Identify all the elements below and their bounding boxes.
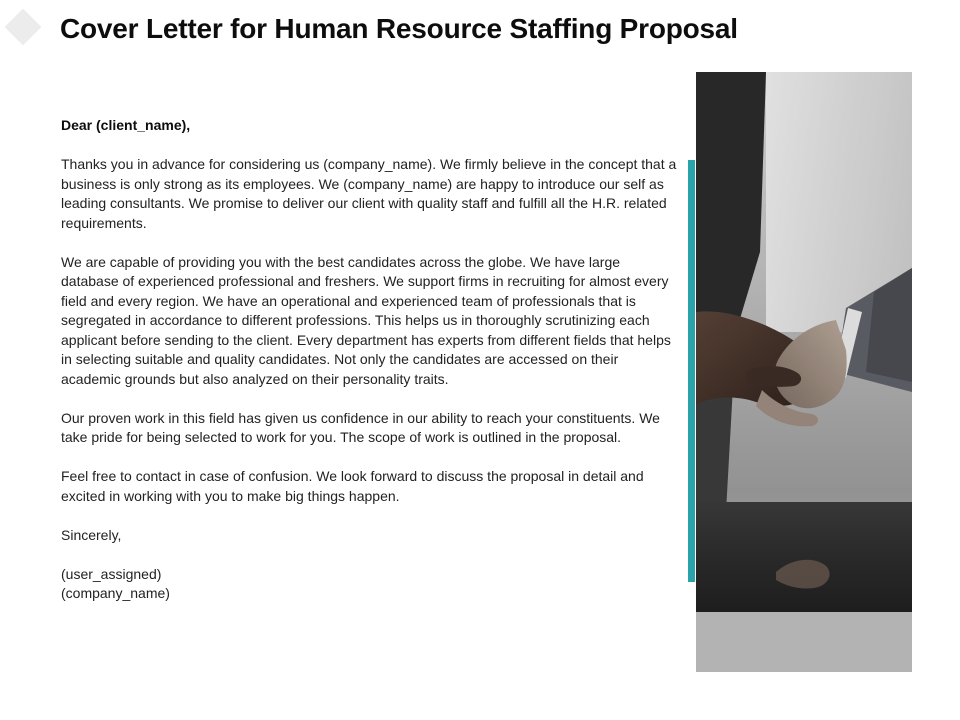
signature-user: (user_assigned) <box>61 565 162 582</box>
paragraph-contact: Feel free to contact in case of confusion. We look forward to discuss the proposal in detail and excited in working with you to make big things happen. <box>61 468 644 504</box>
paragraph-proven-work: Our proven work in this field has given us confidence in our ability to reach your constituents. We take pride for being selected to work for you. The scope of work is outlined in the proposal. <box>61 409 660 445</box>
page-title: Cover Letter for Human Resource Staffing Proposal <box>60 13 738 44</box>
signature-company: (company_name) <box>61 585 170 601</box>
accent-bar <box>688 160 695 582</box>
salutation: Dear (client_name), <box>61 117 191 133</box>
handshake-photo <box>696 72 912 672</box>
paragraph-intro: Thanks you in advance for considering us (company_name). We firmly believe in the concept that a business is only strong as its employees. We (company_name) are happy to introduce our self as leading consultants. We promise to deliver our client with quality staff and fulfill all the H.R. related requirements. <box>61 156 677 231</box>
paragraph-capabilities: We are capable of providing you with the best candidates across the globe. We have large database of experienced professional and freshers. We support firms in recruiting for almost every field and every region. We have an operational and experienced team of professionals that is segregated in accordance to different professions. This helps us in thoroughly scrutinizing each applicant before sending to the client. Every department has experts from different fields that helps in selecting suitable and quality candidates. Not only the candidates are accessed on their academic grounds but also analyzed on their personality traits. <box>61 253 671 387</box>
logo-diamond <box>5 9 42 46</box>
signature-block <box>61 565 679 604</box>
letter-body <box>61 116 679 623</box>
closing: Sincerely, <box>61 526 122 543</box>
